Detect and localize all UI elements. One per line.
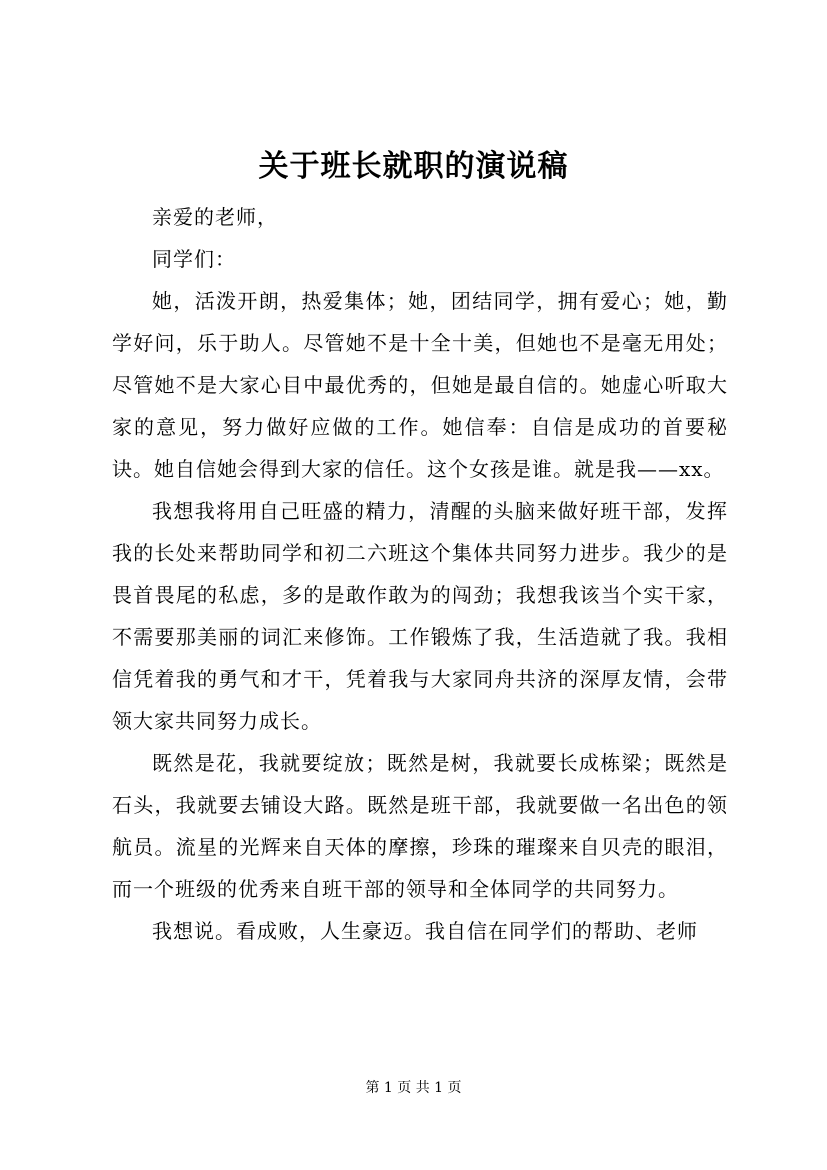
body-paragraph: 我想我将用自己旺盛的精力，清醒的头脑来做好班干部，发挥我的长处来帮助同学和初二六班这个集体共同努力进步。我少的是畏首畏尾的私虑，多的是敢作敢为的闯劲；我想我该当个实干家，不需要那美丽的词汇来修饰。工作锻炼了我，生活造就了我。我相信凭着我的勇气和才干，凭着我与大家同舟共济的深厚友情，会带领大家共同努力成长。 [112,499,728,733]
document-body [112,196,728,952]
body-paragraph: 我想说。看成败，人生豪迈。我自信在同学们的帮助、老师 [152,919,698,943]
greeting-line: 同学们： [152,247,236,271]
body-paragraph: 她，活泼开朗，热爱集体；她，团结同学，拥有爱心；她，勤学好问，乐于助人。尽管她不是十全十美，但她也不是毫无用处；尽管她不是大家心目中最优秀的，但她是最自信的。她虚心听取大家的意见，努力做好应做的工作。她信奉：自信是成功的首要秘诀。她自信她会得到大家的信任。这个女孩是谁。就是我——xx。 [112,289,728,481]
greeting-line: 亲爱的老师， [152,205,278,229]
page-footer: 第 1 页 共 1 页 [365,1080,462,1096]
document-title: 关于班长就职的演说稿 [258,149,569,184]
body-paragraph: 既然是花，我就要绽放；既然是树，我就要长成栋梁；既然是石头，我就要去铺设大路。既然是班干部，我就要做一名出色的领航员。流星的光辉来自天体的摩擦，珍珠的璀璨来自贝壳的眼泪，而一个班级的优秀来自班干部的领导和全体同学的共同努力。 [112,751,728,901]
